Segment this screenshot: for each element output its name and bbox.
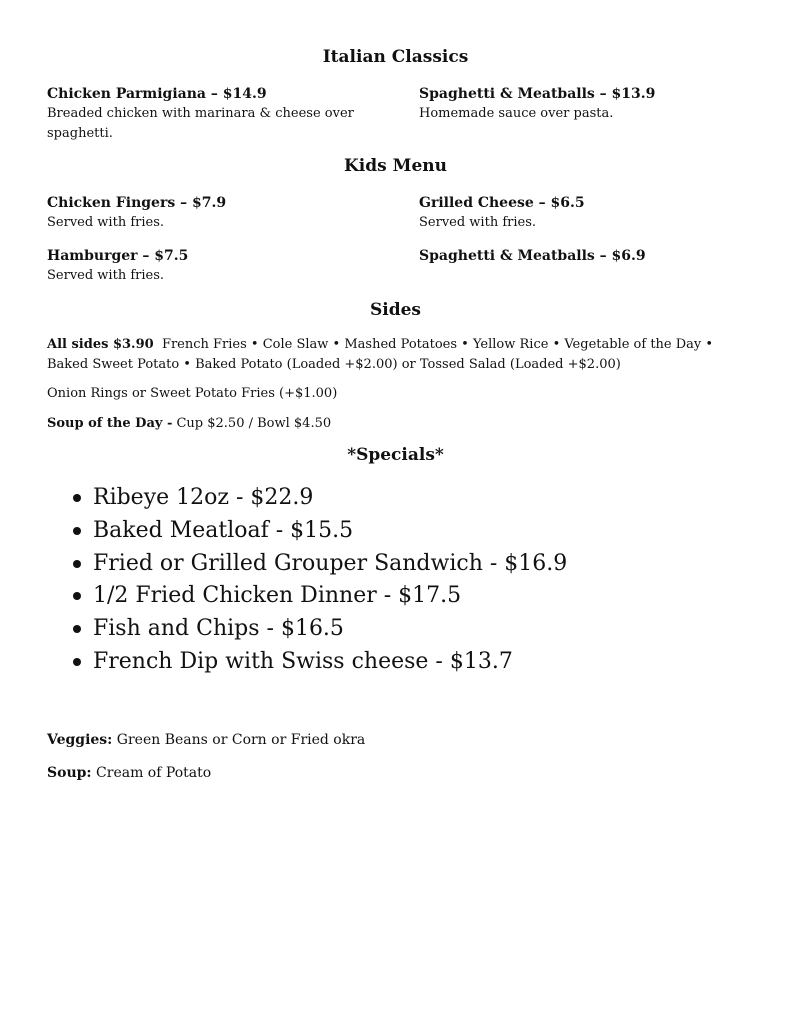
bullet-icon: [73, 527, 81, 535]
menu-item-title: Spaghetti & Meatballs – $6.9: [419, 248, 646, 264]
soup-text: Cream of Potato: [96, 765, 212, 781]
menu-item-description: Served with fries.: [47, 215, 164, 230]
veggies-label: Veggies:: [47, 732, 113, 748]
specials-item-text: Fried or Grilled Grouper Sandwich - $16.9: [93, 550, 568, 576]
specials-item-text: Baked Meatloaf - $15.5: [93, 517, 354, 543]
upcharge-sides-line: [47, 384, 747, 404]
menu-item-title: Chicken Fingers – $7.9: [47, 195, 227, 211]
menu-item-description: Served with fries.: [47, 268, 164, 283]
specials-item-text: French Dip with Swiss cheese - $13.7: [93, 648, 513, 674]
soup-of-day-label: Soup of the Day -: [47, 416, 173, 431]
menu-item-title: Chicken Parmigiana – $14.9: [47, 86, 267, 102]
veggies-line: [47, 730, 365, 750]
kids-menu-heading: Kids Menu: [344, 156, 447, 176]
bullet-icon: [73, 560, 81, 568]
specials-item: [47, 614, 567, 647]
veggies-text: Green Beans or Corn or Fried okra: [116, 732, 366, 748]
bullet-icon: [73, 494, 81, 502]
menu-item-description: Served with fries.: [419, 215, 536, 230]
soup-of-day-line: [47, 414, 747, 434]
all-sides-list: French Fries • Cole Slaw • Mashed Potatoes • Yellow Rice • Vegetable of the Day • Baked Sweet Potato • Baked Potato (Loaded +$2.00) or Tossed Salad (Loaded +$2.00): [47, 337, 714, 372]
all-sides-line: [47, 335, 747, 375]
menu-item: [47, 193, 377, 233]
menu-item-title: Hamburger – $7.5: [47, 248, 189, 264]
bullet-icon: [73, 625, 81, 633]
specials-item-text: 1/2 Fried Chicken Dinner - $17.5: [93, 583, 462, 609]
bullet-icon: [73, 658, 81, 666]
bullet-icon: [73, 592, 81, 600]
menu-item-description: Homemade sauce over pasta.: [419, 106, 614, 121]
specials-list: [47, 483, 567, 680]
specials-item: [47, 516, 567, 549]
menu-item: [47, 246, 377, 286]
menu-item-description: Breaded chicken with marinara & cheese over spaghetti.: [47, 106, 354, 141]
menu-item: [419, 84, 749, 124]
menu-item: [47, 84, 377, 144]
specials-item: [47, 483, 567, 516]
soup-of-day-price: Cup $2.50 / Bowl $4.50: [176, 416, 332, 431]
upcharge-sides-text: Onion Rings or Sweet Potato Fries (+$1.00): [47, 386, 338, 401]
specials-item: [47, 581, 567, 614]
specials-item-text: Ribeye 12oz - $22.9: [93, 485, 314, 510]
soup-line: [47, 763, 211, 783]
specials-item: [47, 647, 567, 680]
menu-item: [419, 193, 749, 233]
specials-item-text: Fish and Chips - $16.5: [93, 616, 344, 642]
soup-label: Soup:: [47, 765, 92, 781]
specials-item: [47, 549, 567, 582]
menu-item-title: Grilled Cheese – $6.5: [419, 195, 585, 211]
sides-heading: Sides: [369, 300, 421, 320]
menu-item-title: Spaghetti & Meatballs – $13.9: [419, 86, 656, 102]
italian-classics-heading: Italian Classics: [322, 47, 469, 67]
menu-item: [419, 246, 749, 266]
specials-heading: *Specials*: [347, 445, 444, 465]
all-sides-label: All sides $3.90: [47, 337, 154, 352]
